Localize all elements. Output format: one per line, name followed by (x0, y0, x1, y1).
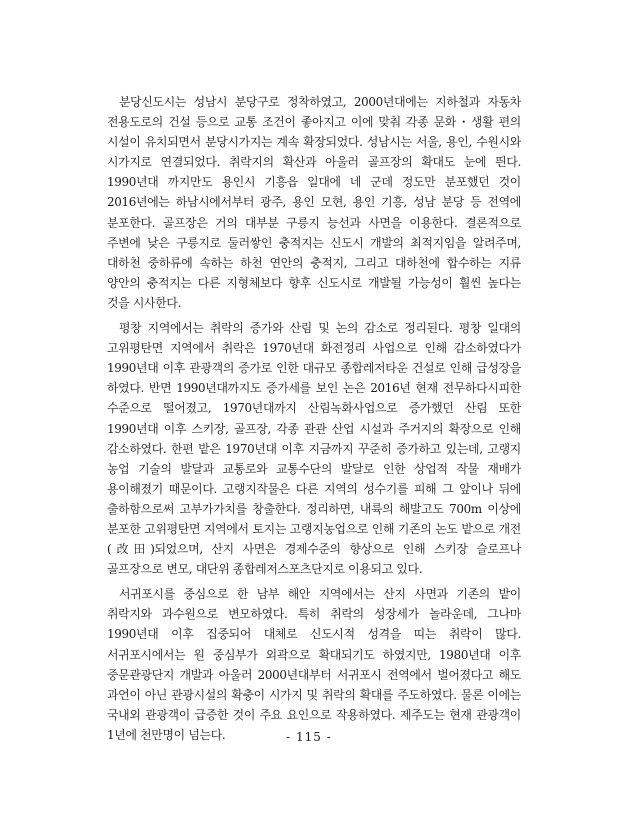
paragraph-bundang: 분당신도시는 성남시 분당구로 정착하였고, 2000년대에는 지하철과 자동차 전용도로의 건설 등으로 교통 조건이 좋아지고 이에 맞춰 각종 문화・생활 편의 시설이 유치되면서 분당시가지는 계속 확장되었다. 성남시는 서울, 용인, 수원시와 시가지로 연결되었다. 취락지의 확산과 아울러 골프장의 확대도 눈에 띈다. 1990년대 까지만도 용인시 기흥읍 일대에 네 군데 정도만 분포했던 것이 2016년에는 하남시에서부터 광주, 용인 모현, 용인 기흥, 성남 분당 등 전역에 분포한다. 골프장은 거의 대부분 구릉지 능선과 사면을 이용한다. 결론적으로 주변에 낮은 구릉지로 둘러쌓인 충적지는 신도시 개발의 최적지임을 알려주며, 대하천 중하류에 속하는 하천 연안의 충적지, 그리고 대하천에 합수하는 지류 양안의 충적지는 다른 지형체보다 향후 신도시로 개발될 가능성이 훨씬 높다는 것을 시사한다. (107, 95, 521, 310)
paragraph-seogwipo: 서귀포시를 중심으로 한 남부 해안 지역에서는 산지 사면과 기존의 밭이 취락지와 과수원으로 변모하였다. 특히 취락의 성장세가 놀라운데, 그나마 1990년대 이후 집중되어 대체로 신도시적 성격을 띠는 취락이 많다. 서귀포시에서는 원 중심부가 외곽으로 확대되기도 하였지만, 1980년대 이후 중문관광단지 개발과 아울러 2000년대부터 서귀포시 전역에서 벌어졌다고 해도 과언이 아닌 관광시설의 확충이 시가지 및 취락의 확대를 주도하였다. 물론 이에는 국내외 관광객이 급증한 것이 주요 요인으로 작용하였다. 제주도는 현재 관광객이 1년에 천만명이 넘는다. (107, 587, 521, 742)
paragraph-pyeongchang: 평창 지역에서는 취락의 증가와 산림 및 논의 감소로 정리된다. 평창 일대의 고위평탄면 지역에서 취락은 1970년대 화전정리 사업으로 인해 감소하였다가 1990년대 이후 관광객의 증가로 인한 대규모 종합레저타운 건설로 인해 급성장을 하였다. 반면 1990년대까지도 증가세를 보인 논은 2016년 현재 전무하다시피한 수준으로 떨어졌고, 1970년대까지 산림녹화사업으로 증가했던 산림 또한 1990년대 이후 스키장, 골프장, 각종 관관 산업 시설과 주거지의 확장으로 인해 감소하였다. 한편 밭은 1970년대 이후 지금까지 꾸준히 증가하고 있는데, 고랭지 농업 기술의 발달과 교통로와 교통수단의 발달로 인한 상업적 작물 재배가 용이해졌기 때문이다. 고랭지작물은 다른 지역의 성수기를 피해 그 앞이나 뒤에 출하함으로써 고부가가치를 창출한다. 정리하면, 내륙의 해발고도 700m 이상에 분포한 고위평탄면 지역에서 토지는 고랭지농업으로 인해 기존의 논도 밭으로 개전(改田)되었으며, 산지 사면은 경제수준의 향상으로 인해 스키장 슬로프나 골프장으로 변모, 대단위 종합레저스포츠단지로 이용되고 있다. (107, 321, 521, 577)
page-number: - 115 - (286, 730, 332, 744)
page-body (107, 92, 521, 750)
